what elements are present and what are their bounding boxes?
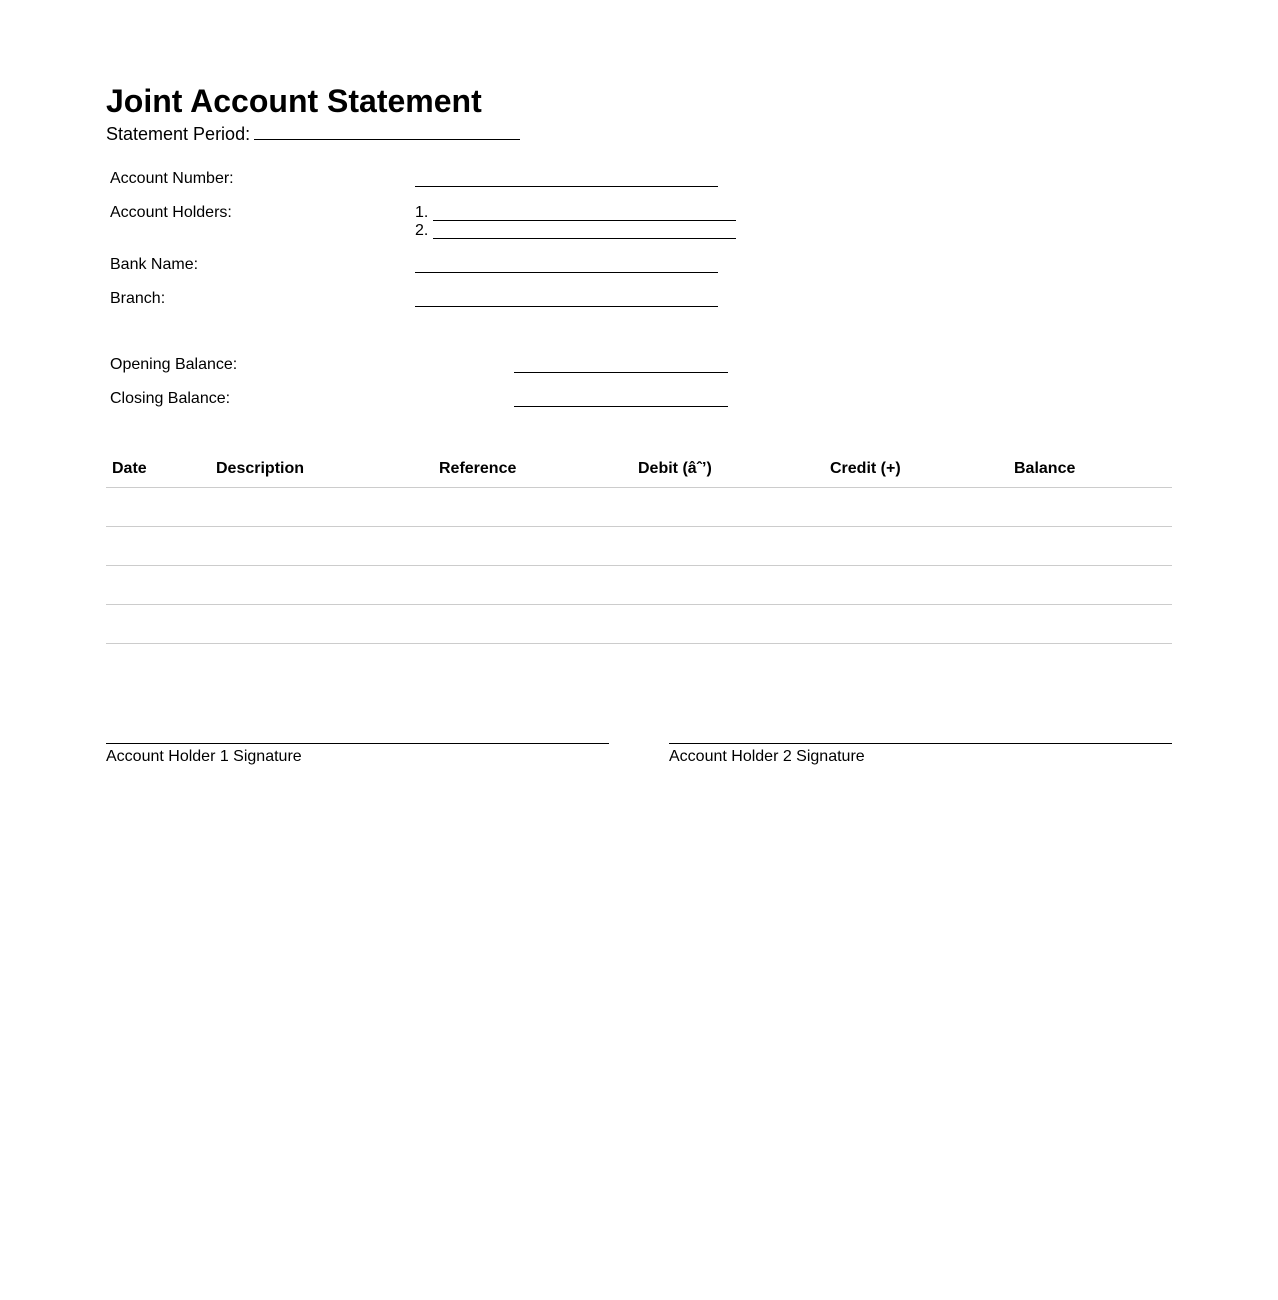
branch-label: Branch: <box>110 290 166 307</box>
cell-date[interactable] <box>106 527 210 566</box>
account-holder-2-field[interactable] <box>433 238 736 239</box>
column-header-reference: Reference <box>433 450 632 488</box>
opening-balance-field[interactable] <box>514 372 728 373</box>
opening-balance-label: Opening Balance: <box>110 356 238 373</box>
account-holder-1-field[interactable] <box>433 220 736 221</box>
account-holders-label: Account Holders: <box>110 204 232 221</box>
cell-balance[interactable] <box>1008 566 1172 605</box>
branch-field[interactable] <box>415 306 718 307</box>
statement-period <box>106 123 1172 145</box>
account-holder-1-index: 1. <box>415 204 429 221</box>
signature-holder-2-label: Account Holder 2 Signature <box>669 748 865 765</box>
account-holder-2-index: 2. <box>415 222 429 239</box>
statement-period-label: Statement Period: <box>106 124 251 144</box>
column-header-description: Description <box>210 450 433 488</box>
column-header-balance: Balance <box>1008 450 1172 488</box>
table-header-row <box>106 450 1172 488</box>
cell-date[interactable] <box>106 488 210 527</box>
cell-credit[interactable] <box>824 488 1008 527</box>
cell-reference[interactable] <box>433 605 632 644</box>
signature-holder-1-line[interactable] <box>106 743 609 744</box>
cell-date[interactable] <box>106 566 210 605</box>
column-header-debit: Debit (âˆ’) <box>632 450 824 488</box>
cell-credit[interactable] <box>824 566 1008 605</box>
table-row <box>106 566 1172 605</box>
table-row <box>106 527 1172 566</box>
cell-debit[interactable] <box>632 605 824 644</box>
cell-description[interactable] <box>210 566 433 605</box>
cell-balance[interactable] <box>1008 527 1172 566</box>
cell-description[interactable] <box>210 488 433 527</box>
bank-name-label: Bank Name: <box>110 256 199 273</box>
account-holder-1 <box>415 204 433 222</box>
statement-period-field[interactable] <box>254 123 520 140</box>
cell-credit[interactable] <box>824 605 1008 644</box>
column-header-credit: Credit (+) <box>824 450 1008 488</box>
cell-debit[interactable] <box>632 527 824 566</box>
cell-credit[interactable] <box>824 527 1008 566</box>
closing-balance-field[interactable] <box>514 406 728 407</box>
cell-reference[interactable] <box>433 527 632 566</box>
account-holder-2 <box>415 222 433 240</box>
cell-description[interactable] <box>210 605 433 644</box>
table-row <box>106 488 1172 527</box>
signature-holder-1-label: Account Holder 1 Signature <box>106 748 302 765</box>
cell-debit[interactable] <box>632 566 824 605</box>
cell-date[interactable] <box>106 605 210 644</box>
signature-holder-2-line[interactable] <box>669 743 1172 744</box>
account-number-label: Account Number: <box>110 170 234 187</box>
cell-reference[interactable] <box>433 566 632 605</box>
signature-holder-2 <box>669 743 1172 767</box>
cell-reference[interactable] <box>433 488 632 527</box>
account-number-field[interactable] <box>415 186 718 187</box>
signature-holder-1 <box>106 743 609 767</box>
cell-balance[interactable] <box>1008 488 1172 527</box>
page-title: Joint Account Statement <box>106 83 482 119</box>
transactions-table <box>106 450 1172 644</box>
column-header-date: Date <box>106 450 210 488</box>
closing-balance-label: Closing Balance: <box>110 390 231 407</box>
cell-balance[interactable] <box>1008 605 1172 644</box>
table-row <box>106 605 1172 644</box>
bank-name-field[interactable] <box>415 272 718 273</box>
cell-debit[interactable] <box>632 488 824 527</box>
statement-content <box>106 80 1172 765</box>
cell-description[interactable] <box>210 527 433 566</box>
